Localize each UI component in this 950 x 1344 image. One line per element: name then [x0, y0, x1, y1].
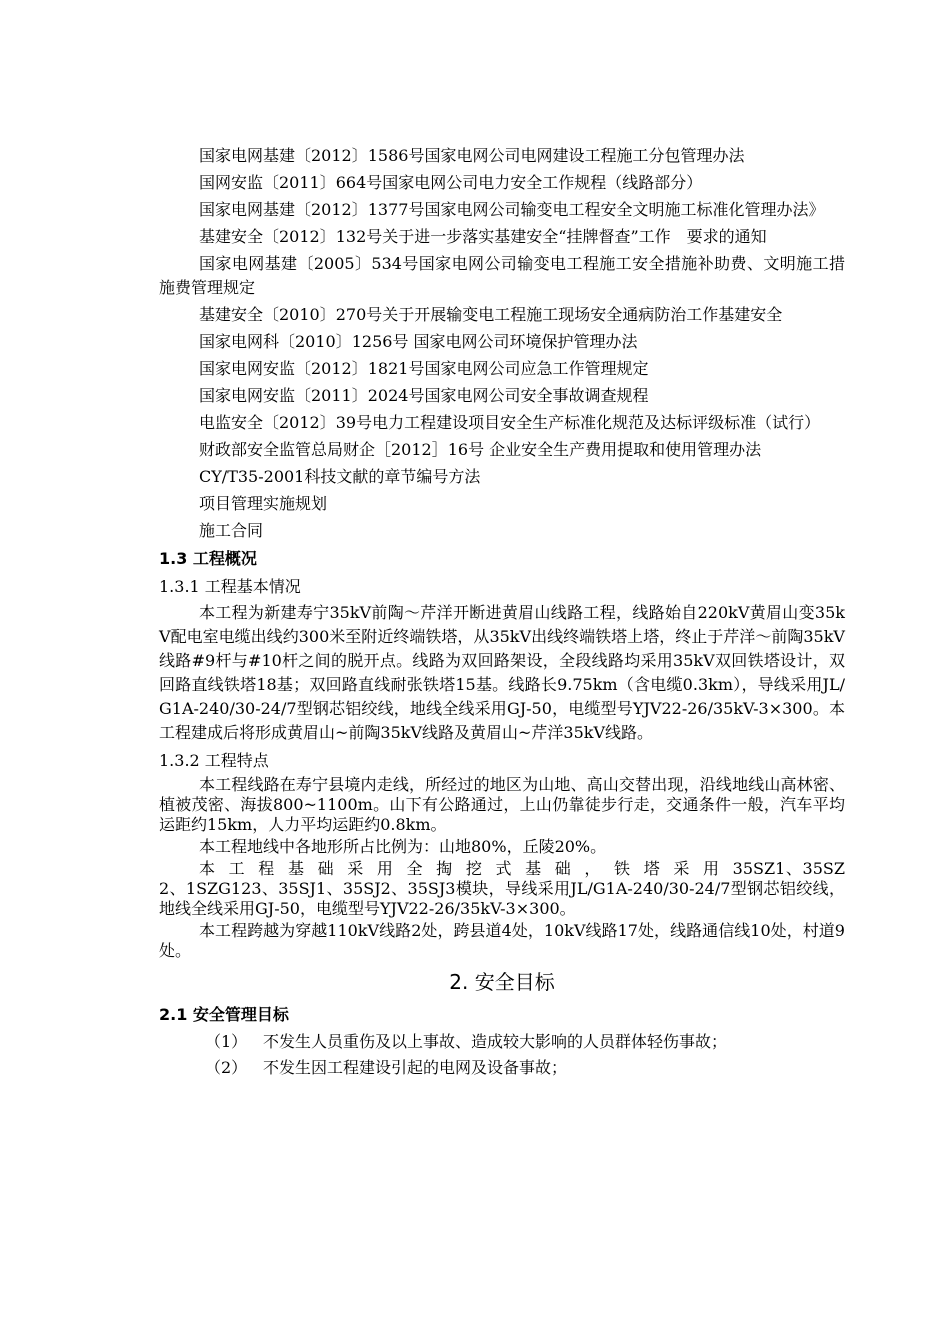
goal-text: 不发生人员重伤及以上事故、造成较大影响的人员群体轻伤事故； — [263, 1032, 728, 1051]
foundation-rest: 35SZ1、35SZ2、1SZG123、35SJ1、35SJ2、35SJ3模块，导线采用JL/G1A-240/30-24/7型钢芯铝绞线，地线全线采用GJ-50，电缆型号YJV22-26/35kV-3×300。 — [159, 859, 845, 918]
terrain-paragraph: 本工程地线中各地形所占比例为：山地80%，丘陵20%。 — [199, 837, 607, 856]
subsection-heading-1-3-2: 1.3.2 工程特点 — [159, 751, 269, 770]
crossing-paragraph: 本工程跨越为穿越110kV线路2处，跨县道4处，10kV线路17处，线路通信线10处，村道9处。 — [159, 921, 845, 960]
subsection-heading-1-3-1: 1.3.1 工程基本情况 — [159, 577, 301, 596]
reference-item: 财政部安全监管总局财企［2012］16号 企业安全生产费用提取和使用管理办法 — [199, 440, 762, 459]
project-overview-paragraph: 本工程为新建寿宁35kV前陶～芹洋开断进黄眉山线路工程，线路始自220kV黄眉山变35kV配电室电缆出线约300米至附近终端铁塔，从35kV出线终端铁塔上塔，终止于芹洋～前陶35kV线路#9杆与#10杆之间的脱开点。线路为双回路架设，全段线路均采用35kV双回铁塔设计，双回路直线铁塔18基；双回路直线耐张铁塔15基。线路长9.75km（含电缆0.3km），导线采用JL/G1A-240/30-24/7型钢芯铝绞线，地线全线采用GJ-50，电缆型号YJV22-26/35kV-3×300。本工程建成后将形成黄眉山~前陶35kV线路及黄眉山~芹洋35kV线路。 — [159, 603, 845, 742]
reference-list — [159, 144, 845, 543]
reference-item: 国网安监〔2011〕664号国家电网公司电力安全工作规程（线路部分） — [199, 173, 703, 192]
foundation-paragraph — [159, 859, 845, 919]
reference-item: 国家电网安监〔2011〕2024号国家电网公司安全事故调查规程 — [199, 386, 649, 405]
reference-item: CY/T35-2001科技文献的章节编号方法 — [199, 467, 481, 486]
reference-item: 电监安全〔2012〕39号电力工程建设项目安全生产标准化规范及达标评级标准（试行） — [199, 413, 821, 432]
project-features — [159, 775, 845, 961]
reference-item: 项目管理实施规划 — [199, 494, 328, 513]
goal-number: （2） — [205, 1058, 248, 1077]
reference-item: 国家电网科〔2010〕1256号 国家电网公司环境保护管理办法 — [199, 332, 638, 351]
reference-item: 基建安全〔2010〕270号关于开展输变电工程施工现场安全通病防治工作基建安全 — [199, 305, 783, 324]
reference-item: 国家电网安监〔2012〕1821号国家电网公司应急工作管理规定 — [199, 359, 649, 378]
document-page — [159, 144, 845, 1081]
foundation-lead: 本工程基础采用全掏挖式基础，铁塔采用 — [199, 859, 733, 878]
reference-item: 国家电网基建〔2005〕534号国家电网公司输变电工程施工安全措施补助费、文明施工措施费管理规定 — [159, 254, 845, 297]
section-heading-2: 2. 安全目标 — [449, 970, 555, 994]
goal-text: 不发生因工程建设引起的电网及设备事故； — [263, 1058, 568, 1077]
goal-number: （1） — [205, 1032, 248, 1051]
reference-item: 国家电网基建〔2012〕1377号国家电网公司输变电工程安全文明施工标准化管理办法》 — [199, 200, 825, 219]
reference-item: 基建安全〔2012〕132号关于进一步落实基建安全“挂牌督查”工作 要求的通知 — [199, 227, 767, 246]
goal-item — [159, 1055, 845, 1081]
section-heading-2-1: 2.1 安全管理目标 — [159, 1005, 289, 1024]
goal-item — [159, 1029, 845, 1055]
section-heading-1-3: 1.3 工程概况 — [159, 549, 257, 568]
reference-item: 国家电网基建〔2012〕1586号国家电网公司电网建设工程施工分包管理办法 — [199, 146, 745, 165]
reference-item: 施工合同 — [199, 521, 264, 540]
features-paragraph: 本工程线路在寿宁县境内走线，所经过的地区为山地、高山交替出现，沿线地线山高林密、植被茂密、海拔800~1100m。山下有公路通过，上山仍靠徒步行走，交通条件一般，汽车平均运距约15km，人力平均运距约0.8km。 — [159, 775, 845, 834]
